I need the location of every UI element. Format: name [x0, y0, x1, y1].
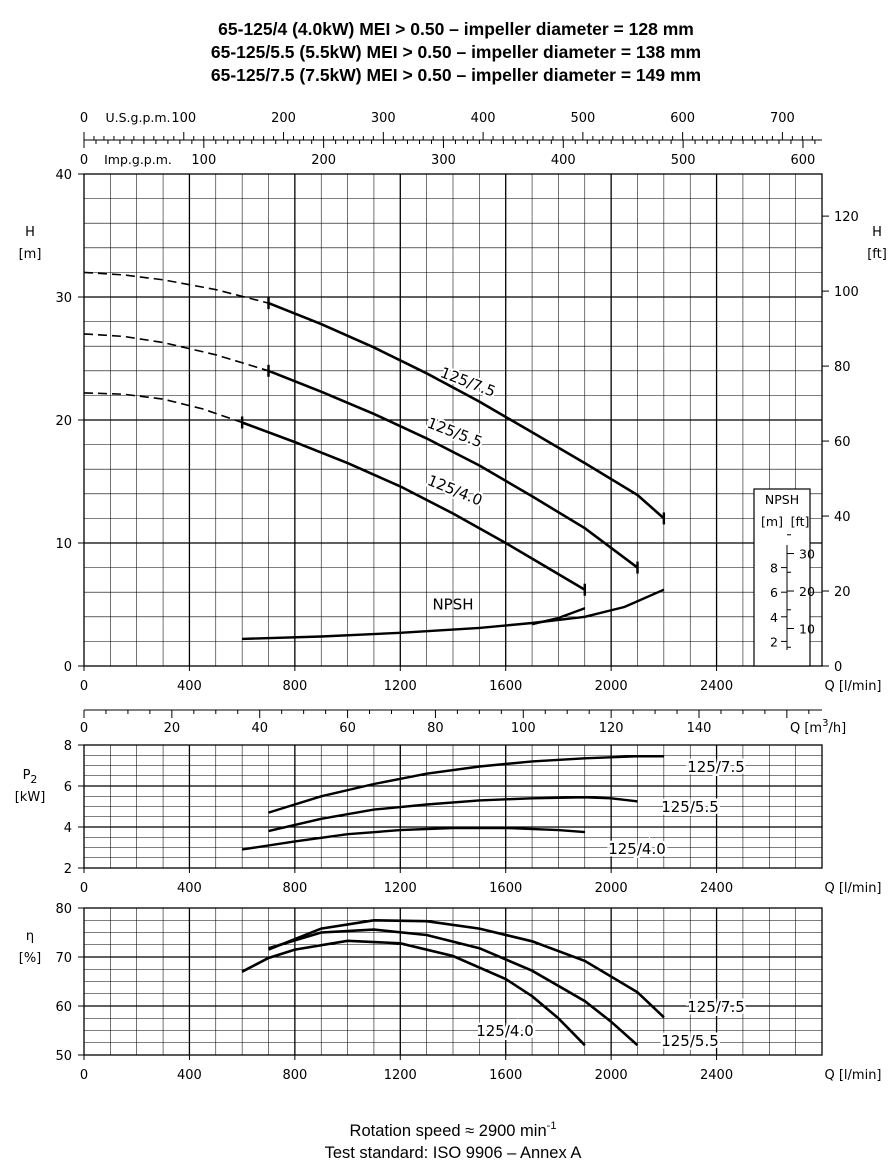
x-tick-label: 1600: [489, 881, 523, 896]
x-tick-label: 1200: [383, 881, 417, 896]
efficiency-axis-unit: [%]: [18, 951, 42, 966]
imp-gpm-label: 100: [191, 153, 217, 168]
y-tick-label-right: 80: [834, 360, 851, 376]
x-tick-label: 800: [282, 1068, 308, 1083]
x-tick-label: 400: [177, 1068, 202, 1083]
npsh-unit-ft: [ft]: [790, 514, 810, 529]
m3h-tick-label: 20: [163, 721, 181, 736]
x-tick-label: 400: [177, 881, 202, 896]
y-axis-label: H: [25, 225, 35, 240]
power-curve-label: 125/4.0: [608, 840, 666, 858]
npsh-m-label: 6: [770, 585, 778, 601]
y-tick-label: 30: [55, 291, 72, 306]
us-gpm-axis-title: U.S.g.p.m.: [105, 110, 171, 125]
efficiency-curve-label: 125/7.5: [687, 998, 745, 1016]
power-axis-unit: [kW]: [14, 790, 46, 805]
power-curve-label: 125/5.5: [661, 798, 719, 816]
imp-gpm-label: 0: [79, 153, 89, 168]
npsh-m-label: 2: [770, 634, 778, 650]
power-axis-label: [23, 768, 38, 786]
m3h-tick-label: 80: [427, 721, 444, 736]
y-tick-label: 10: [55, 537, 72, 552]
title-line-3: 65-125/7.5 (7.5kW) MEI > 0.50 – impeller diameter = 149 mm: [210, 65, 702, 85]
m3h-tick-label: 40: [251, 721, 268, 736]
imp-gpm-label: 200: [311, 153, 337, 168]
us-gpm-label: 700: [769, 111, 795, 126]
rotation-speed: [350, 1120, 557, 1140]
m3h-axis-label-suffix: /h]: [828, 721, 847, 736]
head-curve: [242, 423, 585, 590]
title-line-1: 65-125/4 (4.0kW) MEI > 0.50 – impeller diameter = 128 mm: [218, 19, 694, 39]
m3h-tick-label: 0: [79, 721, 89, 736]
m3h-tick-label: 100: [510, 721, 536, 736]
y-tick-label: 60: [55, 1000, 72, 1015]
us-gpm-label: 0: [79, 111, 89, 126]
npsh-unit-m: [m]: [761, 514, 783, 529]
m3h-axis-label-exponent: 3: [822, 718, 829, 729]
x-tick-label: 0: [79, 881, 89, 896]
head-grid: [84, 174, 822, 666]
x-axis-label: Q [l/min]: [824, 881, 882, 896]
y-tick-label: 2: [63, 862, 72, 877]
imp-gpm-label: 300: [431, 153, 456, 168]
x-tick-label: 800: [282, 881, 308, 896]
head-curve-dashed: [84, 334, 269, 371]
y-axis-label-right: H: [872, 225, 882, 240]
head-curve-label: 125/4.0: [424, 471, 485, 510]
power-curve-label: 125/7.5: [687, 758, 745, 776]
x-tick-label: 0: [79, 679, 89, 694]
y-tick-label-right: 0: [834, 660, 843, 675]
rotation-speed-exponent: -1: [546, 1120, 557, 1132]
us-gpm-label: 200: [271, 111, 296, 126]
power-curve: [242, 828, 585, 850]
imp-gpm-label: 400: [550, 153, 576, 168]
us-gpm-label: 100: [171, 111, 197, 126]
y-tick-label: 50: [55, 1049, 72, 1064]
m3h-axis-label-prefix: Q [m: [790, 721, 823, 736]
y-tick-label-right: 120: [834, 210, 859, 226]
x-tick-label: 2000: [594, 1068, 628, 1083]
x-tick-label: 2400: [700, 1068, 734, 1083]
us-gpm-label: 500: [570, 111, 596, 126]
x-tick-label: 800: [282, 679, 308, 694]
npsh-m-label: 4: [770, 609, 778, 625]
imp-gpm-label: 600: [790, 153, 816, 168]
efficiency-curve-label: 125/5.5: [661, 1032, 719, 1050]
y-tick-label: 40: [55, 168, 72, 183]
x-tick-label: 2000: [594, 679, 628, 694]
m3h-tick-label: 60: [339, 721, 356, 736]
m3h-axis-label: [790, 718, 846, 736]
plot-layer: [15, 110, 887, 1083]
npsh-ft-label: 10: [799, 621, 815, 637]
y-tick-label: 8: [63, 739, 72, 754]
m3h-tick-label: 120: [598, 721, 624, 736]
power-axis-label-main: P: [22, 768, 31, 783]
npsh-ft-label: 20: [799, 584, 815, 600]
x-tick-label: 1200: [383, 1068, 417, 1083]
x-tick-label: 2400: [700, 679, 734, 694]
y-tick-label: 4: [63, 821, 72, 836]
power-curve: [269, 756, 664, 812]
efficiency-axis-label: η: [25, 929, 35, 944]
y-axis-unit: [m]: [18, 247, 42, 262]
efficiency-curve: [269, 920, 664, 1017]
x-tick-label: 1600: [489, 679, 523, 694]
y-tick-label: 6: [63, 780, 72, 795]
npsh-scale-title: NPSH: [764, 492, 800, 507]
m3h-tick-label: 140: [686, 721, 712, 736]
head-curve-label: 125/5.5: [424, 413, 485, 452]
y-tick-label: 80: [55, 902, 72, 917]
y-tick-label: 0: [63, 660, 72, 675]
x-tick-label: 1200: [383, 679, 417, 694]
npsh-m-label: 8: [770, 560, 778, 576]
y-axis-unit-right: [ft]: [867, 247, 887, 262]
us-gpm-label: 400: [470, 111, 496, 126]
y-tick-label-right: 40: [834, 510, 851, 526]
imp-gpm-label: 500: [670, 153, 696, 168]
x-tick-label: 0: [79, 1068, 89, 1083]
footer: [325, 1120, 582, 1162]
y-tick-label-right: 100: [834, 285, 859, 301]
npsh-ft-label: 30: [799, 546, 815, 562]
x-tick-label: 2000: [594, 881, 628, 896]
x-tick-label: 1600: [489, 1068, 523, 1083]
efficiency-curve-label: 125/4.0: [476, 1022, 534, 1040]
us-gpm-label: 600: [670, 111, 696, 126]
x-axis-label: Q [l/min]: [824, 1068, 882, 1083]
npsh-curve-label: NPSH: [432, 595, 474, 614]
title-line-2: 65-125/5.5 (5.5kW) MEI > 0.50 – impeller diameter = 138 mm: [210, 42, 702, 62]
y-tick-label-right: 20: [834, 585, 851, 601]
imp-gpm-axis-title: Imp.g.p.m.: [104, 152, 172, 167]
y-tick-label: 70: [55, 951, 72, 966]
head-curve-label: 125/7.5: [437, 363, 499, 401]
test-standard: Test standard: ISO 9906 – Annex A: [324, 1144, 582, 1162]
chart-titles: [211, 19, 701, 85]
x-axis-label: Q [l/min]: [824, 679, 882, 694]
y-tick-label-right: 60: [834, 435, 851, 451]
x-tick-label: 2400: [700, 881, 734, 896]
us-gpm-label: 300: [370, 111, 396, 126]
rotation-speed-text: Rotation speed ≈ 2900 min: [349, 1122, 547, 1140]
head-curve-dashed: [84, 272, 269, 303]
power-axis-label-sub: 2: [30, 773, 38, 786]
x-tick-label: 400: [177, 679, 202, 694]
y-tick-label: 20: [55, 414, 72, 429]
